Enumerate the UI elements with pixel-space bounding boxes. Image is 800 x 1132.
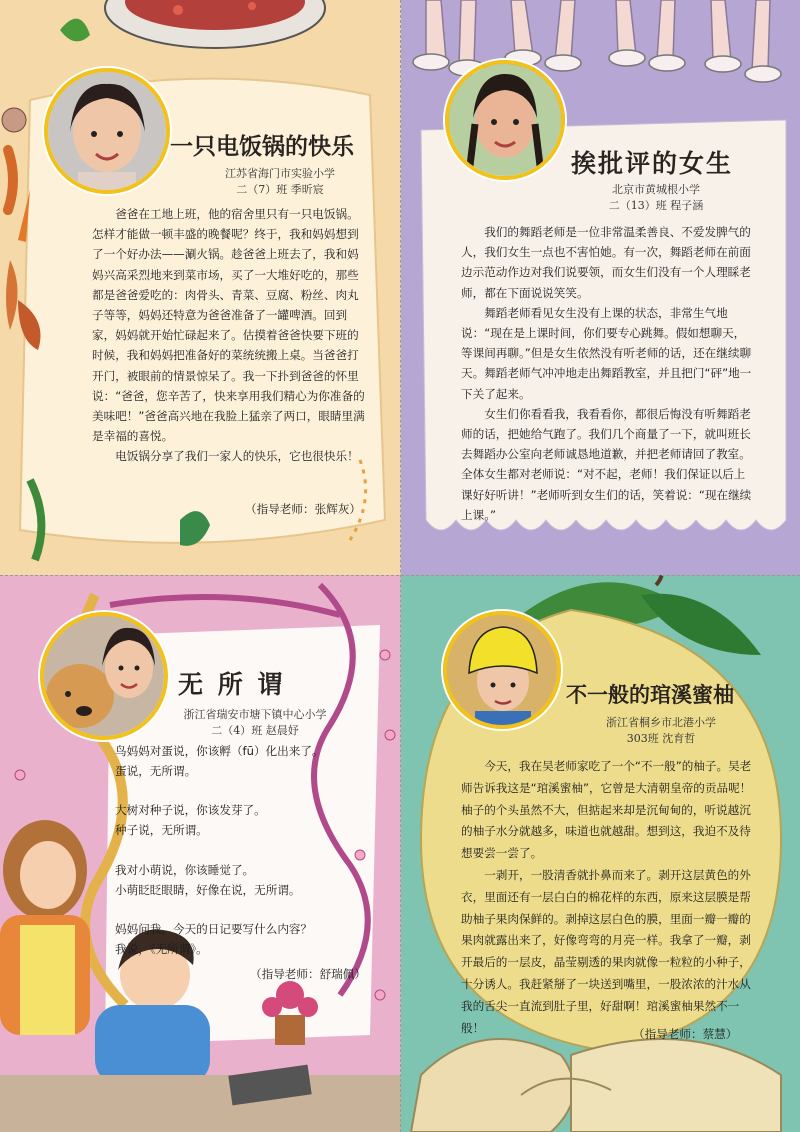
article-body: [461, 222, 756, 525]
paragraph: 爸爸在工地上班，他的宿舍里只有一只电饭锅。怎样才能做一顿丰盛的晚餐呢？终于，我和妈妈想到了一个好办法——涮火锅。趁爸爸上班去了，我和妈妈兴高采烈地来到菜市场，买了一大堆好吃的，那些都是爸爸爱吃的：肉骨头、青菜、豆腐、粉丝、肉丸子等等，妈妈还特意为爸爸准备了一罐啤酒。回到家，妈妈就开始忙碌起来了。估摸着爸爸快要下班的时候，我和妈妈把准备好的菜统统搬上桌。当爸爸打开门，被眼前的情景惊呆了。我一下扑到爸爸的怀里说：“爸爸，您辛苦了，快来享用我们精心为你准备的美味吧！”爸爸高兴地在我脸上猛亲了两口，眼睛里满是幸福的喜悦。: [92, 207, 365, 444]
poem-line: 大树对种子说，你该发芽了。: [115, 803, 266, 818]
teacher-credit: （指导老师：张辉灰）: [245, 502, 361, 516]
paragraph: 电饭锅分享了我们一家人的快乐，它也很快乐！: [115, 449, 359, 464]
paragraph: 女生们你看看我，我看看你，都很后悔没有听舞蹈老师的话，把她给气跑了。我们几个商量了一下，就叫班长去舞蹈办公室向老师诚恳地道歉，并把老师请回了教室。全体女生都对老师说：“对不起，老师！我们保证以后上课好好听讲！”老师听到女生们的话，笑着说：“现在继续上课。”: [461, 406, 752, 522]
author-class-name: 303班 沈育哲: [626, 732, 696, 745]
author-class-name: 二（7）班 季昕宸: [236, 183, 324, 196]
author-photo-avatar: [445, 60, 565, 180]
author-photo-avatar: [40, 612, 168, 740]
school-name: 浙江省瑞安市塘下镇中心小学: [183, 708, 327, 721]
school-name: 浙江省桐乡市北港小学: [606, 716, 716, 729]
article-title: 一只电饭锅的快乐: [170, 133, 354, 160]
panel-rice-cooker: [0, 0, 401, 575]
panel-whatever-poem: [0, 575, 401, 1132]
school-name: 北京市黄城根小学: [612, 183, 700, 196]
girl-braids-portrait-icon: [449, 64, 561, 176]
paragraph: 一剥开，一股清香就扑鼻而来了。剥开这层黄色的外衣，里面还有一层白白的棉花样的东西，原来这层膜是帮助柚子果肉保鲜的。剥掉这层白色的膜，里面一瓣一瓣的果肉就露出来了，好像弯弯的月亮一样。我拿了一瓣，剥开最后的一层皮，晶莹剔透的果肉就像一粒粒的小种子，十分诱人。我赶紧掰了一块送到嘴里，一股浓浓的汁水从我的舌尖一直流到肚子里，好甜啊！琯溪蜜柚果然不一般！: [461, 867, 751, 1035]
paragraph: 我们的舞蹈老师是一位非常温柔善良、不爱发脾气的人，我们女生一点也不害怕她。有一次，舞蹈老师在前面边示范动作边对我们说要领，而女生们没有一个人理睬老师，都在下面说说笑笑。: [461, 225, 751, 300]
poem-line: 鸟妈妈对蛋说，你该孵（fū）化出来了。: [115, 744, 324, 758]
teacher-credit: （指导老师：蔡慧）: [633, 1027, 738, 1041]
poem-line: 种子说，无所谓。: [115, 823, 208, 838]
paragraph: 舞蹈老师看见女生没有上课的状态，非常生气地说：“现在是上课时间，你们要专心跳舞。假如想聊天，等课间再聊。”但是女生依然没有听老师的话，还在继续聊天。舞蹈老师气冲冲地走出舞蹈教室，并且把门“砰”地一下关了起来。: [461, 305, 752, 401]
girl-portrait-icon: [48, 72, 166, 190]
panel-criticized-girls: [401, 0, 800, 575]
school-name: 江苏省海门市实验小学: [225, 167, 335, 180]
horizontal-cut-line: [0, 575, 800, 577]
article-title: 挨批评的女生: [571, 149, 734, 178]
paragraph: 今天，我在吴老师家吃了一个“不一般”的柚子。吴老师告诉我这是“琯溪蜜柚”，它曾是大清朝皇帝的贡品呢！柚子的个头虽然不大，但掂起来却是沉甸甸的，听说越沉的柚子水分就越多，味道也就越甜。想到这，我迫不及待想要尝一尝了。: [461, 759, 752, 861]
author-photo-avatar: [443, 611, 561, 729]
poem-line: 蛋说，无所谓。: [115, 763, 197, 778]
poem-line: 我说，《无所谓》。: [115, 941, 208, 956]
author-class-name: 二（13）班 程子涵: [608, 199, 704, 212]
article-body: [92, 204, 370, 467]
girl-with-dog-portrait-icon: [44, 616, 164, 736]
author-class-name: 二（4）班 赵晨妤: [211, 724, 299, 737]
poem-line: 妈妈问我，今天的日记要写什么内容？: [115, 922, 313, 937]
article-title: 不一般的琯溪蜜柚: [566, 682, 734, 707]
poem-line: 我对小萌说，你该睡觉了。: [115, 862, 255, 877]
panel-pomelo: [401, 575, 800, 1132]
article-body: [461, 756, 756, 1039]
vertical-cut-line: [400, 0, 402, 1132]
boy-helmet-portrait-icon: [447, 615, 557, 725]
author-photo-avatar: [44, 68, 170, 194]
poem-line: 小萌眨眨眼睛，好像在说，无所谓。: [115, 882, 301, 897]
article-title: 无 所 谓: [178, 670, 286, 699]
poem-body: [115, 742, 365, 960]
teacher-credit: （指导老师：舒瑞佩）: [250, 967, 366, 981]
